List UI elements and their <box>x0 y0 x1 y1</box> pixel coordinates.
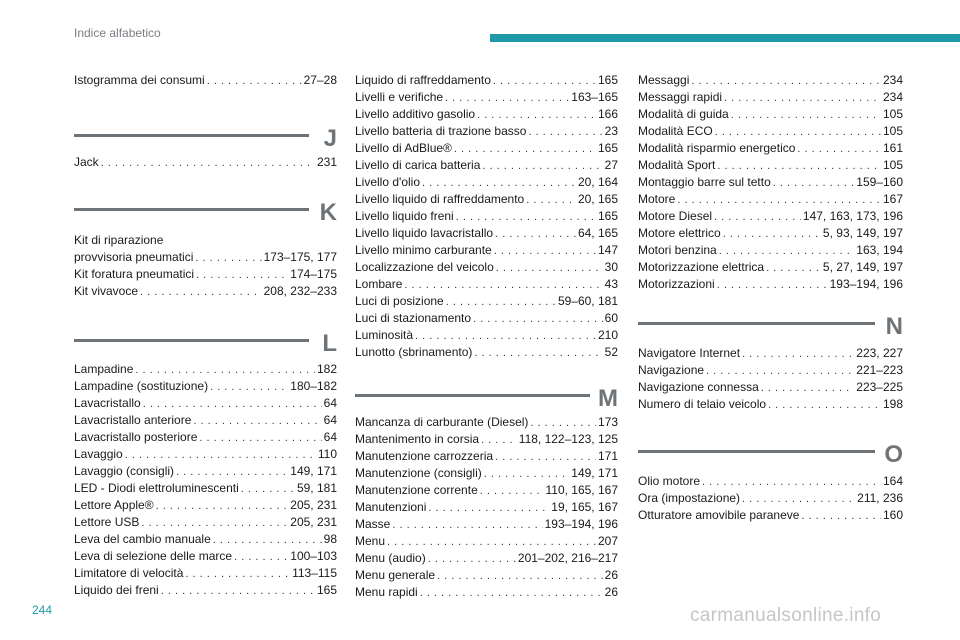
index-entry: Lavacristallo posteriore . . . 64 <box>74 430 337 445</box>
index-entry: Menu . . . 207 <box>355 534 618 549</box>
index-entry: Numero di telaio veicolo . . . 198 <box>638 397 903 412</box>
index-entry: Messaggi . . . 234 <box>638 73 903 88</box>
index-entry: Livello liquido di raffreddamento . . . 20, 165 <box>355 192 618 207</box>
index-entry: Livello di carica batteria . . . 27 <box>355 158 618 173</box>
index-entry: Ora (impostazione) . . . 211, 236 <box>638 491 903 506</box>
index-entry: Menu generale . . . 26 <box>355 568 618 583</box>
section-letter: K <box>319 199 337 226</box>
index-entry: Manutenzione (consigli) . . . 149, 171 <box>355 466 618 481</box>
section-letter: L <box>322 330 337 357</box>
index-entry: Manutenzione carrozzeria . . . 171 <box>355 449 618 464</box>
index-entry: Lavacristallo . . . 64 <box>74 396 337 411</box>
index-entry: LED - Diodi elettroluminescenti . . . 59, 181 <box>74 481 337 496</box>
index-entry: Livello di AdBlue® . . . 165 <box>355 141 618 156</box>
section-header-l <box>74 325 337 365</box>
index-entry: Mancanza di carburante (Diesel) . . . 173 <box>355 415 618 430</box>
index-entry: Modalità di guida . . . 105 <box>638 107 903 122</box>
index-entry: Livello liquido freni . . . 165 <box>355 209 618 224</box>
index-entry: Motore elettrico . . . 5, 93, 149, 197 <box>638 226 903 241</box>
index-entry: Olio motore . . . 164 <box>638 474 903 489</box>
header-accent-bar <box>490 34 960 42</box>
index-entry: Manutenzioni . . . 19, 165, 167 <box>355 500 618 515</box>
index-entry: Kit foratura pneumatici . . . 174–175 <box>74 267 337 282</box>
index-entry: Lavaggio (consigli) . . . 149, 171 <box>74 464 337 479</box>
index-entry: Menu (audio) . . . 201–202, 216–217 <box>355 551 618 566</box>
index-entry: Liquido di raffreddamento . . . 165 <box>355 73 618 88</box>
index-entry: Modalità ECO . . . 105 <box>638 124 903 139</box>
index-entry: Lavacristallo anteriore . . . 64 <box>74 413 337 428</box>
index-entry: Modalità risparmio energetico . . . 161 <box>638 141 903 156</box>
index-entry: Motore . . . 167 <box>638 192 903 207</box>
entry-pages: 27–28 <box>303 73 337 87</box>
index-entry: Lampadine (sostituzione) . . . 180–182 <box>74 379 337 394</box>
index-entry <box>74 73 337 88</box>
index-entry: Menu rapidi . . . 26 <box>355 585 618 600</box>
index-entry: Navigazione . . . 221–223 <box>638 363 903 378</box>
section-letter: O <box>884 441 903 468</box>
index-entry: Livello batteria di trazione basso . . . 23 <box>355 124 618 139</box>
section-letter: J <box>323 125 337 152</box>
index-entry: Lettore USB . . . 205, 231 <box>74 515 337 530</box>
page-number: 244 <box>32 603 53 617</box>
index-entry: Lampadine . . . 182 <box>74 362 337 377</box>
header-title: Indice alfabetico <box>74 26 161 40</box>
index-entry: Livelli e verifiche . . . 163–165 <box>355 90 618 105</box>
index-entry: Navigatore Internet . . . 223, 227 <box>638 346 903 361</box>
index-entry-heading: Kit di riparazione <box>74 233 164 247</box>
index-entry: Livello minimo carburante . . . 147 <box>355 243 618 258</box>
index-entry: Jack . . . 231 <box>74 155 337 170</box>
index-entry: Lunotto (sbrinamento) . . . 52 <box>355 345 618 360</box>
section-header-n <box>638 308 903 348</box>
index-entry: Motorizzazioni . . . 193–194, 196 <box>638 277 903 292</box>
index-entry: provvisoria pneumatici . . . 173–175, 177 <box>74 250 337 265</box>
index-entry: Luci di posizione . . . 59–60, 181 <box>355 294 618 309</box>
section-header-o <box>638 436 903 476</box>
index-entry: Mantenimento in corsia . . . 118, 122–123, 125 <box>355 432 618 447</box>
index-entry: Motorizzazione elettrica . . . 5, 27, 149, 197 <box>638 260 903 275</box>
index-entry: Kit vivavoce . . . 208, 232–233 <box>74 284 337 299</box>
index-entry: Modalità Sport . . . 105 <box>638 158 903 173</box>
index-entry: Localizzazione del veicolo . . . 30 <box>355 260 618 275</box>
index-entry: Liquido dei freni . . . 165 <box>74 583 337 598</box>
index-entry: Montaggio barre sul tetto . . . 159–160 <box>638 175 903 190</box>
section-header-k <box>74 194 337 234</box>
index-entry: Navigazione connessa . . . 223–225 <box>638 380 903 395</box>
section-header-j <box>74 120 337 160</box>
section-header-m <box>355 380 618 420</box>
section-letter: M <box>598 385 618 412</box>
index-entry: Messaggi rapidi . . . 234 <box>638 90 903 105</box>
index-entry: Lavaggio . . . 110 <box>74 447 337 462</box>
index-entry: Motori benzina . . . 163, 194 <box>638 243 903 258</box>
index-entry: Luci di stazionamento . . . 60 <box>355 311 618 326</box>
index-entry: Livello additivo gasolio . . . 166 <box>355 107 618 122</box>
index-entry: Otturatore amovibile paraneve . . . 160 <box>638 508 903 523</box>
index-entry: Masse . . . 193–194, 196 <box>355 517 618 532</box>
index-entry: Manutenzione corrente . . . 110, 165, 167 <box>355 483 618 498</box>
section-letter: N <box>885 313 903 340</box>
index-entry: Luminosità . . . 210 <box>355 328 618 343</box>
index-entry: Livello liquido lavacristallo . . . 64, 165 <box>355 226 618 241</box>
index-entry: Lombare . . . 43 <box>355 277 618 292</box>
index-entry: Livello d'olio . . . 20, 164 <box>355 175 618 190</box>
index-entry: Limitatore di velocità . . . 113–115 <box>74 566 337 581</box>
index-entry: Lettore Apple® . . . 205, 231 <box>74 498 337 513</box>
index-entry: Leva di selezione delle marce . . . 100–103 <box>74 549 337 564</box>
index-entry: Leva del cambio manuale . . . 98 <box>74 532 337 547</box>
index-entry: Motore Diesel . . . 147, 163, 173, 196 <box>638 209 903 224</box>
entry-text: Istogramma dei consumi <box>74 73 205 87</box>
watermark: carmanualsonline.info <box>690 605 882 626</box>
